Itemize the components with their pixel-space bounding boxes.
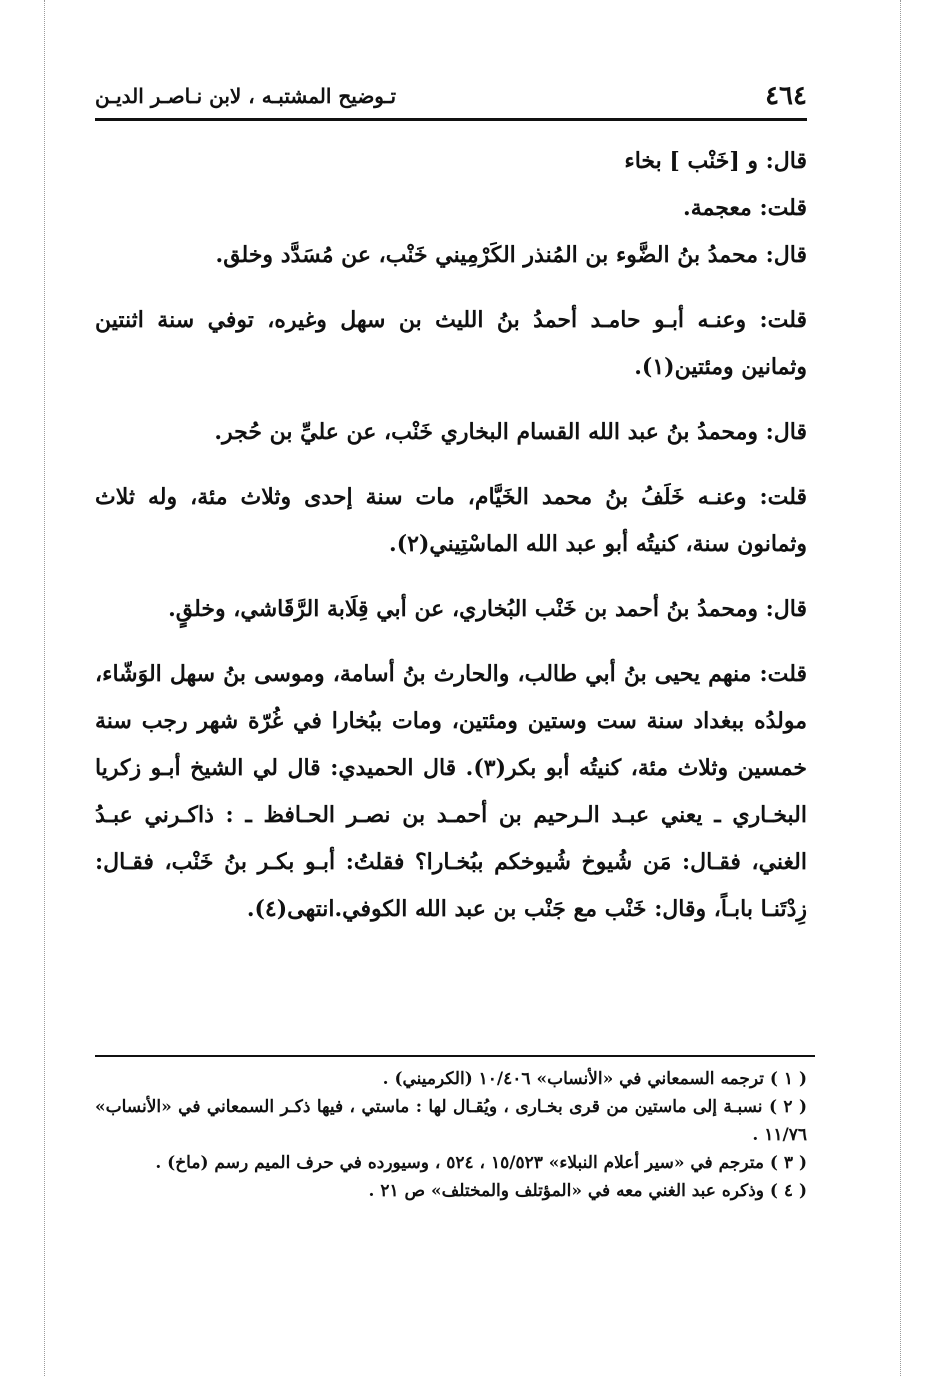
- paragraph: قال: محمدُ بنُ الضَّوء بن المُنذر الكَرْمِيني خَنْب، عن مُسَدَّد وخلق.: [215, 242, 807, 268]
- paragraph: قال: و [خَنْب ] بخاء: [624, 148, 807, 174]
- footnote: ( ٢ ) نسبـة إلى ماستين من قرى بخـارى ، ويُقـال لها : ماستي ، فيها ذكـر السمعاني في «الأنساب» ١١/٧٦ .: [95, 1097, 807, 1145]
- footnotes: [95, 1065, 807, 1205]
- footnote: ( ٣ ) مترجم في «سير أعلام النبلاء» ١٥/٥٢٣ ، ٥٢٤ ، وسيورده في حرف الميم رسم (ماخ) .: [155, 1153, 807, 1173]
- scan-guide-line: [900, 0, 901, 1376]
- footnote-rule: [95, 1055, 815, 1057]
- main-text: [95, 138, 807, 951]
- footnote: ( ٤ ) وذكره عبد الغني معه في «المؤتلف والمختلف» ص ٢١ .: [368, 1181, 807, 1201]
- paragraph: قلت: وعنـه خَلَفُ بنُ محمد الخَيَّام، مات سنة إحدى وثلاث مئة، وله ثلاث وثمانون سنة، كنيتُه أبو عبد الله الماسْتِيني(٢).: [95, 484, 807, 557]
- page-number: ٤٦٤: [765, 81, 807, 111]
- scan-guide-line: [44, 0, 45, 1376]
- paragraph: قلت: معجمة.: [683, 195, 807, 221]
- footnote: ( ١ ) ترجمه السمعاني في «الأنساب» ١٠/٤٠٦ (الكرميني) .: [382, 1069, 807, 1089]
- header-rule: [95, 118, 807, 121]
- page-header: [95, 78, 807, 114]
- paragraph: قلت: منهم يحيى بنُ أبي طالب، والحارث بنُ أسامة، وموسى بنُ سهل الوَشّاء، مولدُه ببغداد سنة ست وستين ومئتين، ومات ببُخارا في غُرّة شهر رجب سنة خمسين وثلاث مئة، كنيتُه أبو بكر(٣). قال الحميدي: قال لي الشيخ أبـو زكريا البخـاري ـ يعني عبـد الـرحيم بن أحمـد بن نصـر الحـافظ ـ : ذاكـرني عبـدُ الغني، فقـال: مَن شُيوخ شُيوخكم ببُخـارا؟ فقلتُ: أبـو بكـر بنُ خَنْب، فقـال: زِدْتَنـا بابـاً، وقال: خَنْب مع جَنْب بن عبد الله الكوفي.انتهى(٤).: [95, 661, 807, 922]
- paragraph: قال: ومحمدُ بنُ عبد الله القسام البخاري خَنْب، عن عليِّ بن حُجر.: [214, 419, 807, 445]
- paragraph: قلت: وعنـه أبـو حامـد أحمدُ بنُ الليث بن سهل وغيره، توفي سنة اثنتين وثمانين ومئتين(١).: [95, 307, 807, 380]
- paragraph: قال: ومحمدُ بنُ أحمد بن خَنْب البُخاري، عن أبي قِلَابة الرَّقَاشي، وخلقٍ.: [168, 596, 807, 622]
- running-title: تـوضيح المشتبـه ، لابن نـاصـر الديـن: [95, 84, 397, 108]
